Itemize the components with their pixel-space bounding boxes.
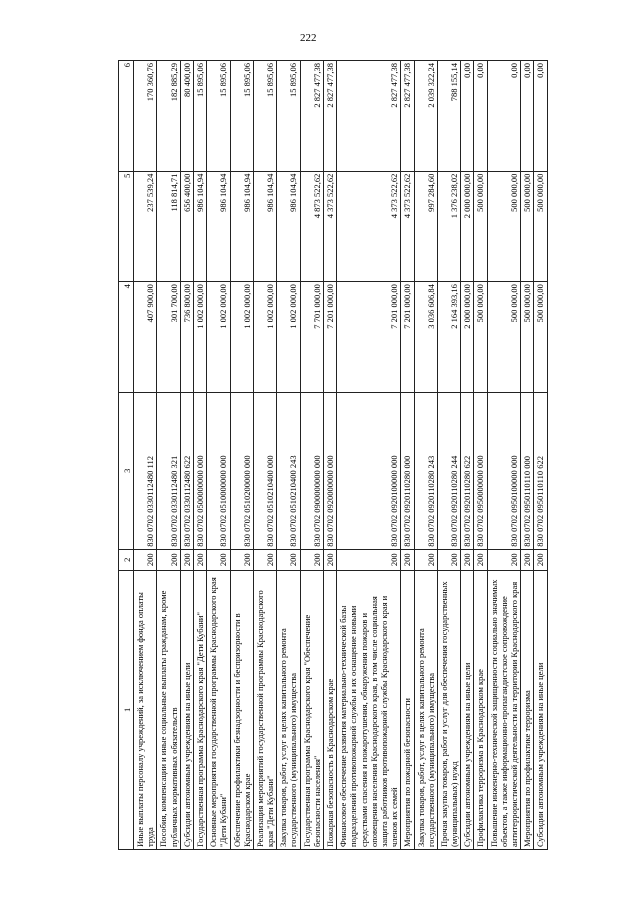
table-cell: 200 [230,549,253,570]
table-cell: 830 0702 0500000000 000 [193,392,206,549]
table-cell: 830 0702 0920110280 622 [461,392,474,549]
table-cell: 830 0702 0510000000 000 [207,392,230,549]
table-cell: Профилактика терроризма в Краснодарском крае [474,570,487,849]
table-cell: 3 036 606,84 [414,282,437,393]
table-cell: 200 [461,549,474,570]
table-cell: 1 376 238,02 [437,171,460,282]
header-cell: 1 [119,570,134,849]
table-row [474,61,487,850]
table-cell: 0,00 [461,61,474,172]
table-cell: 1 002 000,00 [230,282,253,393]
table-row [534,61,547,850]
table-row [414,61,437,850]
table-cell: 2 827 477,38 [324,61,337,172]
table-cell: Пожарная безопасность в Краснодарском крае [324,570,337,849]
table-cell: 2 827 477,38 [300,61,323,172]
table-row [461,61,474,850]
table-cell: 830 0702 0950100000 000 [487,392,521,549]
header-cell: 3 [119,392,134,549]
table-row [134,61,157,850]
table-cell: 830 0702 0920110280 000 [401,392,414,549]
table-cell: 830 0702 0900000000 000 [300,392,323,549]
table-cell: 4 373 522,62 [401,171,414,282]
header-cell: 6 [119,61,134,172]
table-cell: Прочая закупка товаров, работ и услуг для обеспечения государственных (муниципальных) нужд [437,570,460,849]
table-cell: 200 [337,549,401,570]
header-cell: 5 [119,171,134,282]
table-cell: 830 0702 0330112480 112 [134,392,157,549]
table-cell: 0,00 [534,61,547,172]
header-cell: 2 [119,549,134,570]
table-cell: 830 0702 0510210400 243 [277,392,300,549]
table-cell: 200 [253,549,276,570]
table-cell: Иные выплаты персоналу учреждений, за исключением фонда оплаты труда [134,570,157,849]
table-cell: 986 104,94 [207,171,230,282]
rotated-table-wrapper [118,60,623,850]
table-cell: 200 [157,549,180,570]
table-cell: 830 0702 0510210400 000 [253,392,276,549]
table-cell: Закупка товаров, работ, услуг в целях капитального ремонта государственного (муниципального) имущества [277,570,300,849]
table-cell: 500 000,00 [487,282,521,393]
table-cell: Государственная программа Краснодарского края "Дети Кубани" [193,570,206,849]
table-row [207,61,230,850]
table-cell: 7 201 000,00 [337,282,401,393]
table-row [157,61,180,850]
table-cell: 15 895,06 [193,61,206,172]
table-cell: 0,00 [474,61,487,172]
table-cell: Закупка товаров, работ, услуг в целях капитального ремонта государственного (муниципального) имущества [414,570,437,849]
table-cell: 2 827 477,38 [401,61,414,172]
table-cell: 1 002 000,00 [193,282,206,393]
table-cell: 301 700,00 [157,282,180,393]
table-cell: 2 039 322,24 [414,61,437,172]
table-cell: 7 201 000,00 [324,282,337,393]
table-cell: Субсидии автономным учреждениям на иные цели [180,570,193,849]
table-cell: Повышение инженерно-технической защищенности социально значимых объектов, а также информационно-пропагандистское сопровождение антитеррористической деятельности на территории Краснодарского края [487,570,521,849]
table-cell: 986 104,94 [230,171,253,282]
table-row [180,61,193,850]
table-cell: 170 360,76 [134,61,157,172]
table-cell: 4 373 522,62 [337,171,401,282]
table-cell: Мероприятия по профилактике терроризма [521,570,534,849]
table-cell: 200 [180,549,193,570]
table-cell: 736 800,00 [180,282,193,393]
table-cell: 830 0702 0920100000 000 [337,392,401,549]
table-cell: Финансовое обеспечение развития материально-технической базы подразделений противопожарной службы и их оснащение новыми средствами спасения и пожаротушения, обнаружения пожаров и оповещения населения Краснодарского края, в том числе социальная защита работников противопожарной службы Краснодарского края и членов их семей [337,570,401,849]
table-cell: 2 164 393,16 [437,282,460,393]
table-cell: Государственная программа Краснодарского края "Обеспечение безопасности населения" [300,570,323,849]
table-cell: 200 [414,549,437,570]
table-row [521,61,534,850]
table-cell: 200 [277,549,300,570]
table-row [487,61,521,850]
table-cell: Основные мероприятия государственной программы Краснодарского края "Дети Кубани" [207,570,230,849]
table-cell: 1 002 000,00 [253,282,276,393]
table-cell: 2 827 477,38 [337,61,401,172]
table-cell: 500 000,00 [521,171,534,282]
table-cell: 182 885,29 [157,61,180,172]
table-cell: 0,00 [521,61,534,172]
table-cell: 200 [474,549,487,570]
table-cell: 15 895,06 [277,61,300,172]
table-cell: 656 400,00 [180,171,193,282]
table-cell: 15 895,06 [207,61,230,172]
table-cell: 407 900,00 [134,282,157,393]
table-cell: 500 000,00 [534,171,547,282]
table-cell: Субсидии автономным учреждениям на иные цели [461,570,474,849]
table-cell: 200 [487,549,521,570]
table-row [230,61,253,850]
table-cell: 986 104,94 [277,171,300,282]
table-cell: 200 [401,549,414,570]
table-cell: 986 104,94 [253,171,276,282]
table-cell: 500 000,00 [474,171,487,282]
table-cell: 200 [437,549,460,570]
table-cell: 0,00 [487,61,521,172]
table-cell: 500 000,00 [534,282,547,393]
table-cell: 4 373 522,62 [324,171,337,282]
table-cell: 15 895,06 [230,61,253,172]
header-row [119,61,134,850]
table-cell: 1 002 000,00 [207,282,230,393]
table-cell: 830 0702 0510200000 000 [230,392,253,549]
table-cell: 1 002 000,00 [277,282,300,393]
table-row [193,61,206,850]
table-cell: 830 0702 0330112480 321 [157,392,180,549]
table-cell: Реализация мероприятий государственной программы Краснодарского края "Дети Кубани" [253,570,276,849]
table-cell: 200 [300,549,323,570]
table-row [253,61,276,850]
table-cell: 830 0702 0950110110 000 [521,392,534,549]
table-cell: 830 0702 0920110280 243 [414,392,437,549]
table-cell: 997 284,60 [414,171,437,282]
table-cell: 237 539,24 [134,171,157,282]
table-row [401,61,414,850]
table-cell: 830 0702 0330112480 622 [180,392,193,549]
table-cell: 7 201 000,00 [401,282,414,393]
table-cell: Мероприятия по пожарной безопасности [401,570,414,849]
table-cell: 200 [534,549,547,570]
table-cell: 15 895,06 [253,61,276,172]
budget-table [118,60,548,850]
table-cell: Обеспечение профилактики безнадзорности и беспризорности в Краснодарском крае [230,570,253,849]
table-row [277,61,300,850]
table-cell: 830 0702 0920000000 000 [324,392,337,549]
table-cell: 500 000,00 [487,171,521,282]
table-cell: 80 400,00 [180,61,193,172]
table-cell: 200 [207,549,230,570]
table-cell: 118 814,71 [157,171,180,282]
table-cell: 830 0702 0920110280 244 [437,392,460,549]
table-cell: 2 000 000,00 [461,171,474,282]
table-cell: 2 000 000,00 [461,282,474,393]
table-cell: 788 155,14 [437,61,460,172]
table-cell: 830 0702 0950110110 622 [534,392,547,549]
table-row [337,61,401,850]
table-cell: 200 [134,549,157,570]
table-row [437,61,460,850]
table-cell: 4 873 522,62 [300,171,323,282]
header-cell: 4 [119,282,134,393]
table-cell: Пособия, компенсации и иные социальные выплаты гражданам, кроме публичных нормативных обязательств [157,570,180,849]
table-cell: 830 0702 0950000000 000 [474,392,487,549]
table-row [300,61,323,850]
table-cell: 200 [193,549,206,570]
table-cell: 986 104,94 [193,171,206,282]
table-cell: 7 701 000,00 [300,282,323,393]
table-cell: 200 [324,549,337,570]
table-cell: 200 [521,549,534,570]
table-cell: 500 000,00 [474,282,487,393]
table-cell: 500 000,00 [521,282,534,393]
table-row [324,61,337,850]
page-number: 222 [300,32,317,44]
table-cell: Субсидии автономным учреждениям на иные цели [534,570,547,849]
